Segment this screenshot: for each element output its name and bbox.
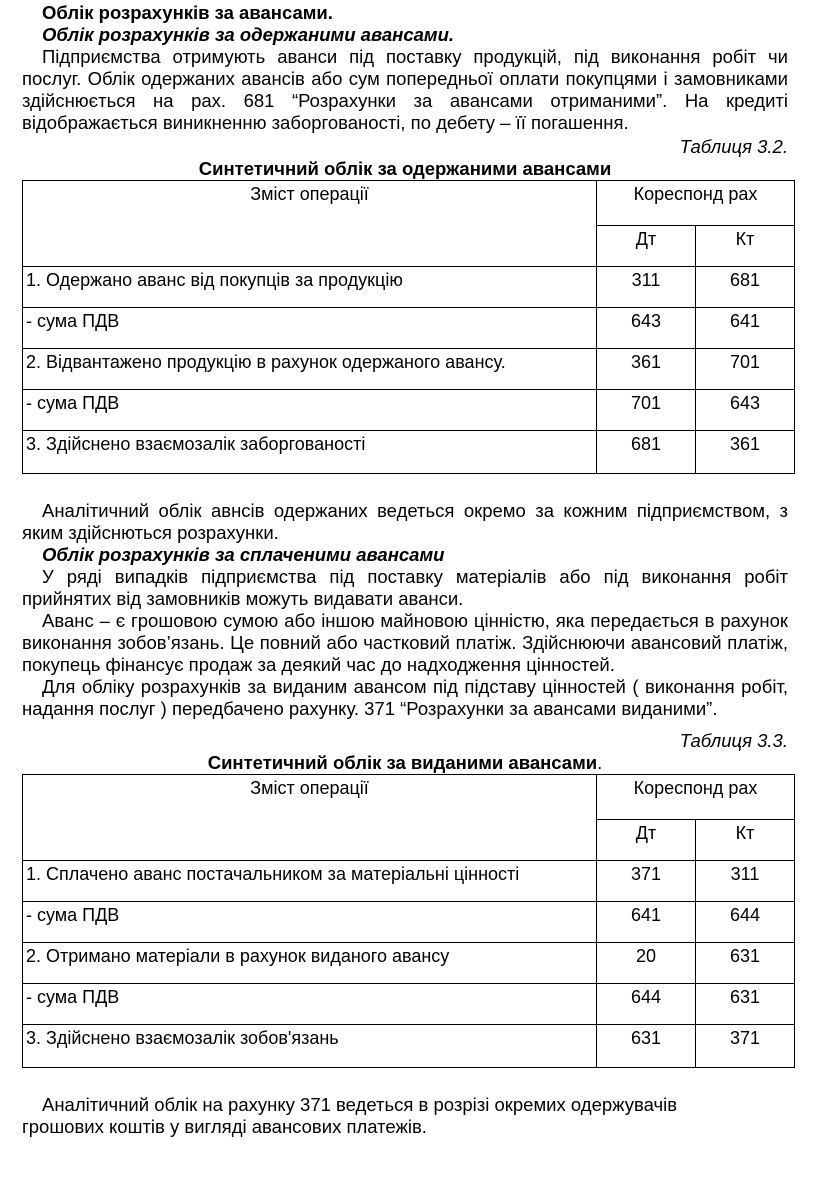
table-header-row xyxy=(23,775,795,820)
table-row xyxy=(23,943,795,984)
debit-cell: 681 xyxy=(597,431,696,474)
paid-paragraph-1: У ряді випадків підприємства під поставку матеріалів або під виконання робіт прийнятих від замовників можуть видавати аванси. xyxy=(22,566,788,609)
operation-cell: 3. Здійснено взаємозалік заборгованості xyxy=(23,431,597,474)
operation-cell: - сума ПДВ xyxy=(23,390,597,431)
table-row xyxy=(23,308,795,349)
operation-cell: 2. Відвантажено продукцію в рахунок одержаного авансу. xyxy=(23,349,597,390)
col-header-operation: Зміст операції xyxy=(23,775,597,861)
credit-cell: 641 xyxy=(696,308,795,349)
table-header-row xyxy=(23,181,795,226)
table-row xyxy=(23,1025,795,1068)
table-3-3-title-dot: . xyxy=(597,752,603,773)
debit-cell: 311 xyxy=(597,267,696,308)
col-header-operation: Зміст операції xyxy=(23,181,597,267)
operation-cell: 1. Сплачено аванс постачальником за матеріальні цінності xyxy=(23,861,597,902)
table-3-2-caption: Таблиця 3.2. xyxy=(679,136,788,157)
debit-cell: 361 xyxy=(597,349,696,390)
col-header-debit: Дт xyxy=(597,226,696,267)
operation-cell: - сума ПДВ xyxy=(23,902,597,943)
debit-cell: 701 xyxy=(597,390,696,431)
debit-cell: 644 xyxy=(597,984,696,1025)
credit-cell: 643 xyxy=(696,390,795,431)
col-header-credit: Кт xyxy=(696,226,795,267)
table-row xyxy=(23,349,795,390)
operation-cell: - сума ПДВ xyxy=(23,984,597,1025)
received-subtitle: Облік розрахунків за одержаними авансами. xyxy=(42,24,455,45)
debit-cell: 643 xyxy=(597,308,696,349)
col-header-credit: Кт xyxy=(696,820,795,861)
table-row xyxy=(23,431,795,474)
debit-cell: 641 xyxy=(597,902,696,943)
table-3-3-caption: Таблиця 3.3. xyxy=(679,730,788,751)
col-header-debit: Дт xyxy=(597,820,696,861)
debit-cell: 631 xyxy=(597,1025,696,1068)
table-3-2-title: Синтетичний облік за одержаними авансами xyxy=(198,158,612,179)
credit-cell: 631 xyxy=(696,984,795,1025)
received-intro: Підприємства отримують аванси під поставку продукцій, під виконання робіт чи послуг. Облік одержаних авансів або сум попередньої оплати покупцями і замовниками здійснюється на рах. 681 “Розрахунки за авансами отриманими”. На кредиті відображається виникненню заборгованості, по дебету – її погашення. xyxy=(22,46,788,133)
credit-cell: 644 xyxy=(696,902,795,943)
table-received-advances xyxy=(22,180,795,474)
credit-cell: 311 xyxy=(696,861,795,902)
credit-cell: 681 xyxy=(696,267,795,308)
document-page xyxy=(22,0,788,1138)
table-row xyxy=(23,902,795,943)
debit-cell: 371 xyxy=(597,861,696,902)
operation-cell: 2. Отримано матеріали в рахунок виданого авансу xyxy=(23,943,597,984)
paid-paragraph-3: Для обліку розрахунків за виданим авансом під підставу цінностей ( виконання робіт, надання послуг ) передбачено рахунку. 371 “Розрахунки за авансами виданими”. xyxy=(22,676,788,719)
paid-subtitle: Облік розрахунків за сплаченими авансами xyxy=(42,544,445,565)
operation-cell: - сума ПДВ xyxy=(23,308,597,349)
table-row xyxy=(23,267,795,308)
received-analytic: Аналітичний облік авнсів одержаних ведеться окремо за кожним підприємством, з яким здійснються розрахунки. xyxy=(22,500,788,543)
col-header-correspondence: Кореспонд рах xyxy=(597,775,795,820)
credit-cell: 361 xyxy=(696,431,795,474)
debit-cell: 20 xyxy=(597,943,696,984)
table-row xyxy=(23,390,795,431)
credit-cell: 701 xyxy=(696,349,795,390)
section-title: Облік розрахунків за авансами. xyxy=(42,2,333,23)
table-row xyxy=(23,984,795,1025)
paid-analytic: Аналітичний облік на рахунку 371 ведеться в розрізі окремих одержувачів грошових коштів у вигляді авансових платежів. xyxy=(22,1094,678,1137)
credit-cell: 371 xyxy=(696,1025,795,1068)
table-row xyxy=(23,861,795,902)
credit-cell: 631 xyxy=(696,943,795,984)
paid-paragraph-2: Аванс – є грошовою сумою або іншою майновою цінністю, яка передається в рахунок виконання зобов’язань. Це повний або частковий платіж. Здійснюючи авансовий платіж, покупець фінансує продаж за деякий час до надходження цінностей. xyxy=(22,610,788,675)
col-header-correspondence: Кореспонд рах xyxy=(597,181,795,226)
table-3-3-title-text: Синтетичний облік за виданими авансами xyxy=(207,752,598,773)
operation-cell: 3. Здійснено взаємозалік зобов'язань xyxy=(23,1025,597,1068)
table-paid-advances xyxy=(22,774,795,1068)
table-3-3-title xyxy=(22,752,788,774)
operation-cell: 1. Одержано аванс від покупців за продукцію xyxy=(23,267,597,308)
